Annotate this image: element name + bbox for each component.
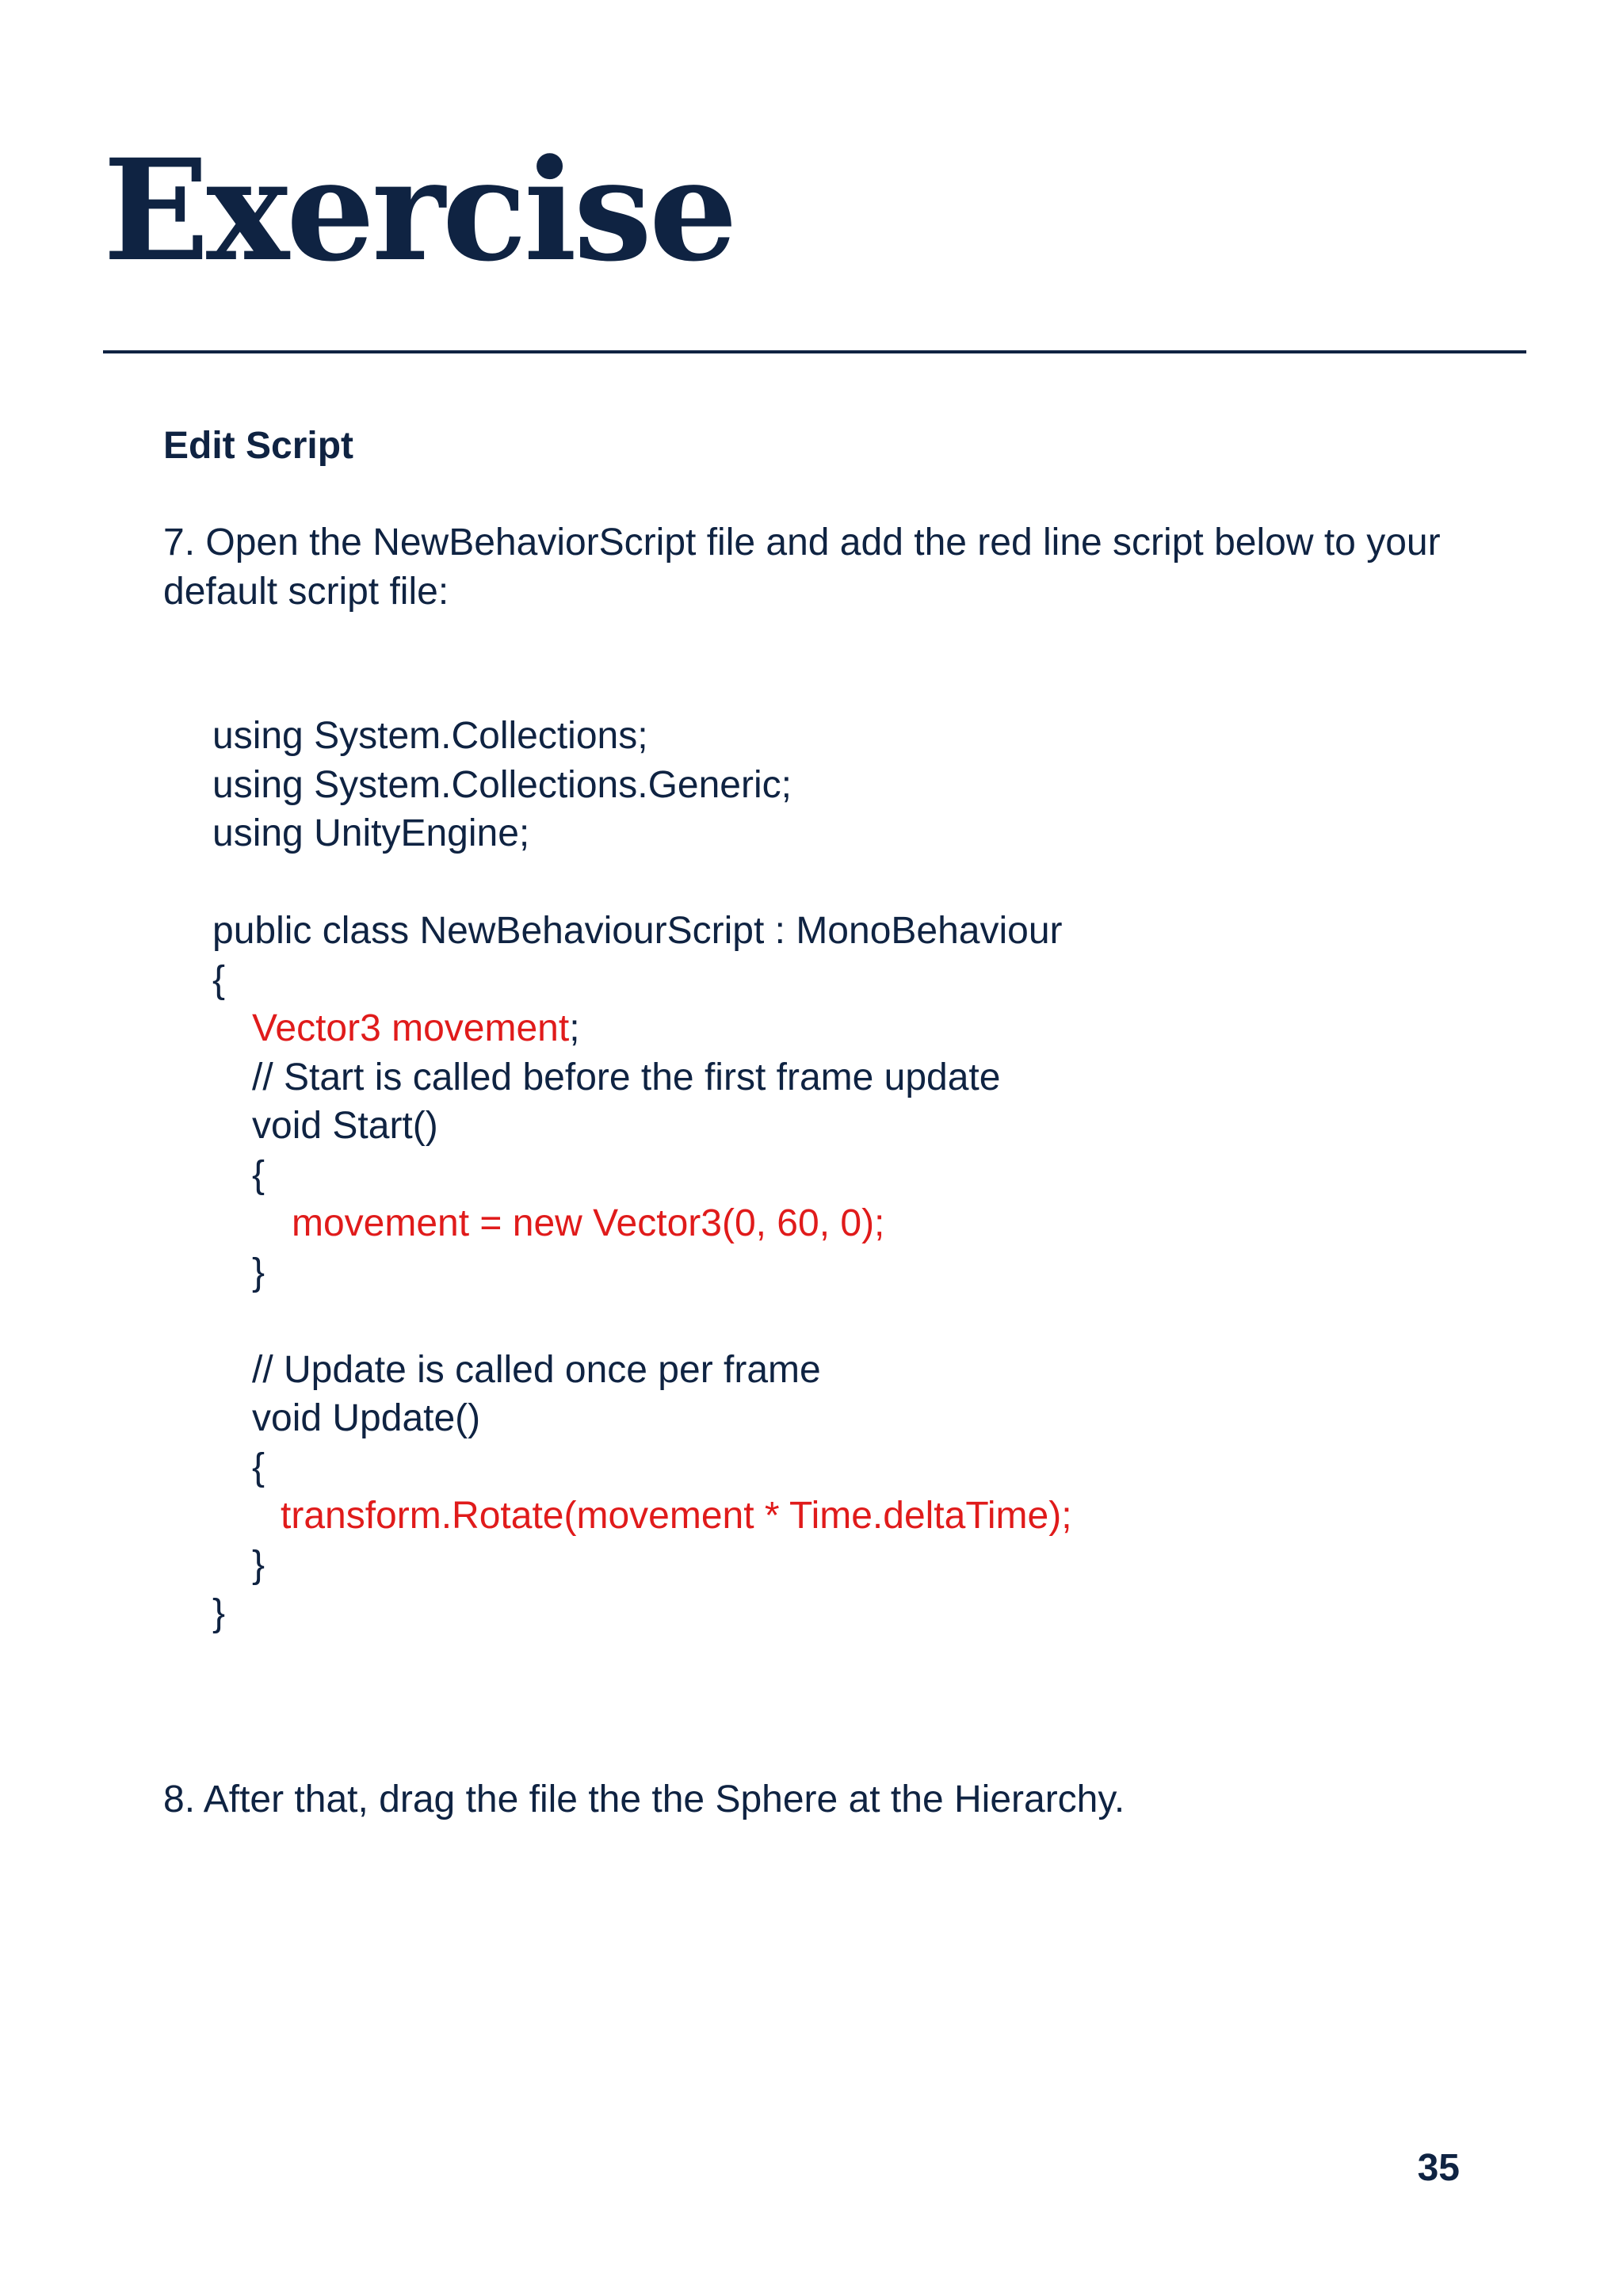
code-blank-line bbox=[212, 858, 1072, 907]
code-block bbox=[212, 712, 1072, 1638]
code-comment-line: // Start is called before the first frame update bbox=[252, 1056, 1001, 1098]
code-blank-line bbox=[212, 1297, 1072, 1346]
code-line: { bbox=[212, 958, 226, 1001]
code-line: void Start() bbox=[252, 1105, 438, 1147]
code-line: { bbox=[252, 1446, 265, 1488]
page-title: Exercise bbox=[103, 128, 735, 292]
code-line: } bbox=[212, 1592, 226, 1634]
section-heading: Edit Script bbox=[163, 425, 354, 467]
code-added-line: movement = new Vector3(0, 60, 0); bbox=[292, 1202, 885, 1244]
code-line: using System.Collections; bbox=[212, 715, 648, 757]
code-added-text: Vector3 movement bbox=[252, 1007, 570, 1049]
title-divider bbox=[103, 350, 1526, 353]
code-line: public class NewBehaviourScript : MonoBehaviour bbox=[212, 910, 1063, 952]
code-line: } bbox=[252, 1543, 265, 1586]
code-line: { bbox=[252, 1153, 265, 1196]
code-line: using UnityEngine; bbox=[212, 812, 530, 854]
code-line: } bbox=[252, 1251, 265, 1293]
code-line-highlighted bbox=[212, 1004, 1072, 1053]
code-comment-line: // Update is called once per frame bbox=[252, 1348, 821, 1391]
code-semicolon: ; bbox=[569, 1007, 580, 1049]
page-number: 35 bbox=[1417, 2147, 1460, 2189]
step-7-instruction: 7. Open the NewBehaviorScript file and add the red line script below to your default script file: bbox=[163, 521, 1441, 613]
code-added-line: transform.Rotate(movement * Time.deltaTime); bbox=[281, 1495, 1072, 1537]
code-line: void Update() bbox=[252, 1397, 481, 1439]
step-8-instruction: 8. After that, drag the file the the Sphere at the Hierarchy. bbox=[163, 1778, 1125, 1820]
code-line: using System.Collections.Generic; bbox=[212, 763, 792, 806]
